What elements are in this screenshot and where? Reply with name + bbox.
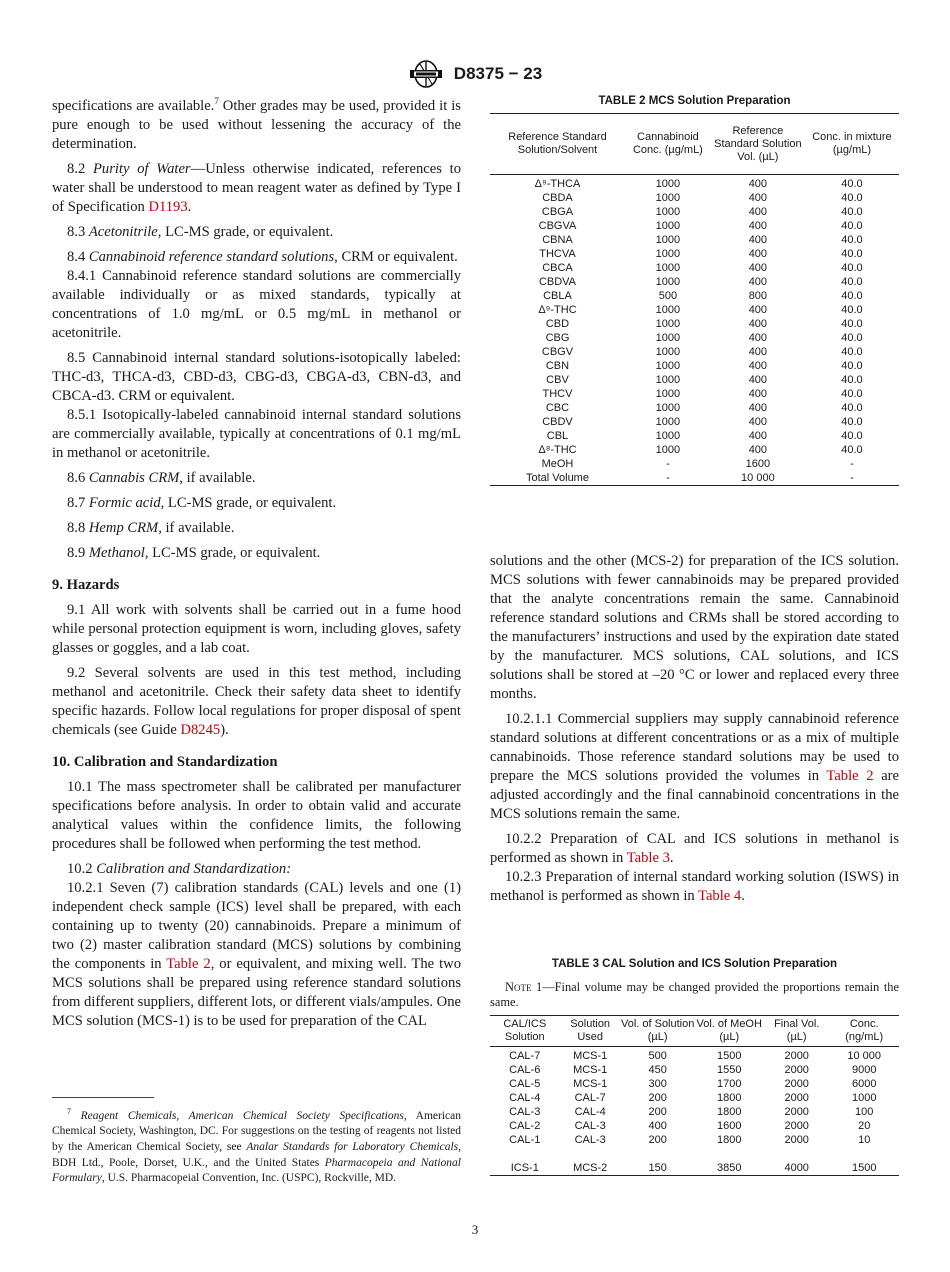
table-row: [490, 261, 899, 275]
table-cell: 40.0: [841, 262, 863, 274]
table-cell: 400: [648, 1120, 667, 1132]
table-2-title: TABLE 2 MCS Solution Preparation: [598, 95, 791, 107]
table-cell: 20: [858, 1120, 871, 1132]
table-cell: -: [850, 458, 854, 470]
table-cell: CAL-4: [574, 1106, 606, 1118]
table-2-header: Reference Standard Solution/Solvent: [490, 114, 625, 175]
table-cell: 40.0: [841, 248, 863, 260]
table-cell: 1550: [716, 1064, 742, 1076]
table-cell: 400: [748, 388, 768, 400]
paragraph-10-2: 10.2 Calibration and Standardization:: [67, 860, 292, 877]
table-cell: CBCA: [542, 262, 573, 274]
table-row: [490, 247, 899, 261]
table-cell: 40.0: [841, 304, 863, 316]
table-cell: 400: [748, 248, 768, 260]
table-cell: 40.0: [841, 234, 863, 246]
table-cell: 40.0: [841, 346, 863, 358]
link-table-3[interactable]: Table 3: [626, 850, 670, 866]
paragraph-8-5-1: 8.5.1 Isotopically-labeled cannabinoid internal standard solutions are commercially available, typically at concentrations of 0.1 mg/mL in methanol or acetonitrile.: [52, 406, 461, 461]
paragraph-9-2: 9.2 Several solvents are used in this test method, including methanol and acetonitrile. Check their safety data sheet to identify specific hazards. Follow local regulations for proper disposal of spent chemicals (see Guide D8245).: [52, 664, 461, 738]
table-cell: 40.0: [841, 430, 863, 442]
table-row: [490, 233, 899, 247]
page-number: 3: [471, 1222, 479, 1237]
table-cell: 40.0: [841, 276, 863, 288]
table-cell: 1800: [716, 1092, 742, 1104]
table-cell: 2000: [784, 1078, 809, 1090]
table-row: [490, 191, 899, 205]
link-table-2[interactable]: Table 2: [166, 955, 211, 972]
table-2-header: Cannabinoid Conc. (µg/mL): [625, 114, 711, 175]
table-row: [490, 205, 899, 219]
table-2-header: Reference Standard Solution Vol. (µL): [711, 114, 805, 175]
table-3-header: Solution Used: [560, 1016, 621, 1047]
table-cell: MCS-1: [573, 1064, 608, 1076]
table-cell: 1000: [655, 360, 681, 372]
table-cell: CBLA: [543, 290, 572, 302]
link-d1193[interactable]: D1193: [148, 198, 188, 215]
table-row: [490, 429, 899, 443]
table-row: [490, 175, 899, 192]
table-cell: CBNA: [542, 234, 573, 246]
table-cell: 4000: [784, 1162, 809, 1174]
footnote-rule: [52, 1097, 154, 1098]
table-cell: 1000: [655, 388, 681, 400]
table-cell: CBDV: [542, 416, 573, 428]
table-cell: 200: [648, 1092, 667, 1104]
table-cell: 6000: [851, 1078, 877, 1090]
paragraph-10-2-1: 10.2.1 Seven (7) calibration standards (CAL) levels and one (1) independent check sample (ICS) level shall be prepared, with each containing up to twenty (20) cannabinoids. Prepare a minimum of two (2) master calibration standard (MCS) solutions by combining the components in Table 2, or equivalent, and mixing well. The two MCS solutions shall be prepared using reference standard solutions from different suppliers, different lots, or different vials/ampules. One MCS solution (MCS-1) is to be used for preparation of the CAL: [52, 879, 461, 1029]
table-cell: 2000: [784, 1092, 809, 1104]
table-cell: 40.0: [841, 318, 863, 330]
paragraph-8-8: 8.8 Hemp CRM, if available.: [67, 519, 235, 536]
paragraph-8-4-1: 8.4.1 Cannabinoid reference standard solutions are commercially available individually or as mixed standards, typically at concentrations of 1.0 mg/mL or 0.5 mg/mL in methanol or acetonitrile.: [52, 267, 461, 341]
table-cell: 1800: [716, 1106, 742, 1118]
table-cell: 40.0: [841, 192, 863, 204]
table-cell: 400: [748, 332, 768, 344]
table-cell: 400: [748, 192, 768, 204]
table-cell: 400: [748, 206, 768, 218]
table-row: [490, 345, 899, 359]
table-cell: 400: [748, 430, 768, 442]
table-cell: CAL-4: [509, 1092, 541, 1104]
table-cell: 40.0: [841, 444, 863, 456]
table-cell: 400: [748, 416, 768, 428]
paragraph-10-2-2: 10.2.2 Preparation of CAL and ICS solutions in methanol is performed as shown in Table 3.: [490, 831, 899, 866]
table-3-header: Final Vol. (µL): [764, 1016, 829, 1047]
table-cell: 400: [748, 360, 768, 372]
table-cell: 10 000: [741, 472, 775, 484]
table-cell: 800: [748, 290, 768, 302]
table-cell: 40.0: [841, 402, 863, 414]
table-cell: 1500: [851, 1162, 877, 1174]
paragraph-9-1: 9.1 All work with solvents shall be carried out in a fume hood while personal protection equipment is worn, including gloves, safety glasses or goggles, and a lab coat.: [52, 601, 461, 656]
table-cell: CBD: [545, 318, 570, 330]
table-cell: CBGVA: [538, 220, 577, 232]
paragraph-8-5: 8.5 Cannabinoid internal standard solutions-isotopically labeled: THC-d3, THCA-d3, CBD-d3, CBG-d3, CBGA-d3, CBN-d3, and CBCA-d3. CRM or equivalent.: [52, 349, 461, 404]
section-heading-calibration: 10. Calibration and Standardization: [52, 753, 278, 770]
table-row: [490, 1091, 899, 1105]
paragraph-8-2: 8.2 Purity of Water—Unless otherwise indicated, references to water shall be understood to mean reagent water as defined by Type I of Specification D1193.: [52, 160, 462, 215]
table-cell: Δ⁹-THC: [538, 304, 577, 316]
table-cell: 400: [748, 262, 768, 274]
table-cell: CBC: [545, 402, 570, 414]
table-row: [490, 387, 899, 401]
table-cell: THCVA: [539, 248, 576, 260]
table-cell: 1000: [655, 220, 681, 232]
table-3-header: Conc. (ng/mL): [829, 1016, 899, 1047]
table-cell: 400: [748, 402, 768, 414]
table-cell: 1000: [655, 178, 681, 190]
paragraph-8-4: 8.4 Cannabinoid reference standard solutions, CRM or equivalent.: [67, 248, 458, 265]
table-cell: 400: [748, 220, 768, 232]
table-cell: 40.0: [841, 374, 863, 386]
table-row: [490, 1105, 899, 1119]
table-cell: 9000: [851, 1064, 877, 1076]
table-cell: 1700: [716, 1078, 742, 1090]
table-cell: 400: [748, 444, 768, 456]
table-cell: 40.0: [841, 332, 863, 344]
page-header: [0, 60, 950, 88]
table-cell: -: [666, 472, 670, 484]
table-cell: 10 000: [847, 1050, 882, 1062]
paragraph-8-1-cont: specifications are available.$^7$ Other grades may be used, provided it is pure enough to be used without lessening the accuracy of the determination.: [52, 96, 461, 152]
table-cell: THCV: [542, 388, 573, 400]
table-cell: CAL-3: [574, 1120, 606, 1132]
table-row: [490, 1063, 899, 1077]
table-cell: 40.0: [841, 220, 863, 232]
paragraph-10-1: 10.1 The mass spectrometer shall be calibrated per manufacturer specifications before analysis. In order to obtain valid and accurate analytical values within the confidence limits, the following procedures shall be followed when performing the test method.: [52, 778, 461, 852]
paragraph-10-2-1-cont: solutions and the other (MCS-2) for preparation of the ICS solution. MCS solutions with fewer cannabinoids may be prepared provided that the analyte concentrations remain the same. Cannabinoid reference standard solutions and CRMs shall be stored according to the manufacturers’ instructions and used by the expiration date stated by the manufacturer. MCS solutions, CAL solutions, and ICS solutions shall be stored at –20 °C or lower and replaced every three months.: [490, 553, 899, 702]
link-table-2-b[interactable]: Table 2: [826, 768, 874, 784]
footnote-7: $^7$ Reagent Chemicals, American Chemical Society Specifications, American Chemical Society, Washington, DC. For suggestions on the testing of reagents not listed by the American Chemical Society, see Analar Standards for Laboratory Chemicals, BDH Ltd., Poole, Dorset, U.K., and the United States Pharmacopeia and National Formulary, U.S. Pharmacopeial Convention, Inc. (USPC), Rockville, MD.: [52, 1107, 461, 1185]
table-cell: -: [850, 472, 854, 484]
table-cell: 400: [748, 346, 768, 358]
table-cell: 40.0: [841, 388, 863, 400]
table-3-grid: [490, 1015, 899, 1176]
table-cell: MeOH: [541, 458, 574, 470]
table-cell: CBG: [545, 332, 570, 344]
table-row: [490, 373, 899, 387]
table-cell: CAL-3: [574, 1134, 606, 1146]
table-row: [490, 317, 899, 331]
table-row: [490, 1077, 899, 1091]
table-cell: 500: [658, 290, 678, 302]
table-cell: 1000: [655, 276, 681, 288]
table-cell: CAL-6: [509, 1064, 541, 1076]
table-row: [490, 1047, 899, 1064]
table-row-ics: [490, 1161, 899, 1176]
paragraph-8-9: 8.9 Methanol, LC-MS grade, or equivalent.: [67, 544, 321, 561]
spacer-row: [490, 1147, 899, 1161]
table-cell: 2000: [784, 1106, 809, 1118]
table-cell: 1000: [655, 374, 681, 386]
table-cell: 1000: [655, 402, 681, 414]
table-cell: Δ⁸-THC: [538, 444, 577, 456]
table-3-note: Note 1—Final volume may be changed provided the proportions remain the same.: [490, 980, 899, 1009]
table-cell: 500: [648, 1050, 667, 1062]
table-row: [490, 359, 899, 373]
table-cell: 1000: [655, 346, 681, 358]
paragraph-10-2-3: 10.2.3 Preparation of internal standard working solution (ISWS) in methanol is performed as shown in Table 4.: [490, 869, 899, 904]
table-cell: 1600: [745, 458, 771, 470]
table-2-grid: [490, 113, 899, 486]
table-3-title: TABLE 3 CAL Solution and ICS Solution Preparation: [551, 958, 838, 970]
table-row: [490, 1119, 899, 1133]
paragraph-8-7: 8.7 Formic acid, LC-MS grade, or equivalent.: [67, 494, 337, 511]
table-cell: CAL-1: [509, 1134, 541, 1146]
table-cell: 400: [748, 178, 768, 190]
table-cell: 10: [858, 1134, 871, 1146]
table-cell: 1000: [655, 332, 681, 344]
table-cell: CAL-2: [509, 1120, 541, 1132]
table-row: [490, 275, 899, 289]
table-row: [490, 303, 899, 317]
table-cell: CAL-3: [509, 1106, 541, 1118]
table-cell: 100: [855, 1106, 874, 1118]
table-cell: 1000: [851, 1092, 877, 1104]
table-cell: Total Volume: [525, 472, 589, 484]
table-cell: 400: [748, 318, 768, 330]
table-cell: 1000: [655, 262, 681, 274]
table-3-header: CAL/ICS Solution: [490, 1016, 560, 1047]
table-cell: CBGV: [541, 346, 574, 358]
left-column: [52, 92, 461, 1037]
table-cell: CBDA: [542, 192, 573, 204]
paragraph-8-3: 8.3 Acetonitrile, LC-MS grade, or equivalent.: [67, 223, 334, 240]
table-3: [490, 958, 899, 1176]
table-2: [490, 95, 899, 486]
table-cell: 1000: [655, 248, 681, 260]
paragraph-10-2-1-1: 10.2.1.1 Commercial suppliers may supply cannabinoid reference standard solutions at different concentrations or as a mix of multiple cannabinoids. Those reference standard solutions may be used to prepare the MCS solutions provided the volumes in Table 2 are adjusted accordingly and the final cannabinoid concentrations in the MCS solutions remain the same.: [490, 711, 900, 822]
table-cell: 2000: [784, 1134, 809, 1146]
table-cell: CBL: [546, 430, 569, 442]
table-row: [490, 457, 899, 471]
table-row: [490, 219, 899, 233]
table-cell: 200: [648, 1134, 667, 1146]
table-2-header: Conc. in mixture (µg/mL): [805, 114, 899, 175]
table-cell: 2000: [784, 1064, 809, 1076]
right-column: [490, 552, 899, 912]
table-cell: MCS-1: [573, 1050, 608, 1062]
table-cell: 1500: [716, 1050, 742, 1062]
table-cell: 200: [648, 1106, 667, 1118]
table-cell: 40.0: [841, 416, 863, 428]
table-cell: MCS-1: [573, 1078, 608, 1090]
table-cell: CBN: [545, 360, 570, 372]
table-cell: 400: [748, 234, 768, 246]
table-row: [490, 415, 899, 429]
table-cell: 450: [648, 1064, 667, 1076]
table-cell: 2000: [784, 1120, 809, 1132]
table-cell: 400: [748, 304, 768, 316]
table-cell: -: [666, 458, 670, 470]
table-row: [490, 401, 899, 415]
table-cell: 2000: [784, 1050, 809, 1062]
table-cell: 1000: [655, 192, 681, 204]
table-3-header: Vol. of Solution (µL): [621, 1016, 695, 1047]
table-cell: CAL-5: [509, 1078, 541, 1090]
table-cell: 40.0: [841, 290, 863, 302]
table-cell: 300: [648, 1078, 667, 1090]
table-cell: 1000: [655, 234, 681, 246]
link-d8245[interactable]: D8245: [180, 721, 221, 738]
table-cell: 40.0: [841, 360, 863, 372]
table-cell: 1000: [655, 444, 681, 456]
document-id: D8375 − 23: [453, 64, 543, 83]
table-cell: 400: [748, 276, 768, 288]
table-cell: ICS-1: [510, 1162, 539, 1174]
astm-logo-icon: [408, 60, 444, 88]
table-row: [490, 471, 899, 486]
table-cell: CBDVA: [538, 276, 577, 288]
table-cell: 1800: [716, 1134, 742, 1146]
table-cell: 1000: [655, 318, 681, 330]
table-cell: CBV: [546, 374, 569, 386]
table-cell: 3850: [716, 1162, 742, 1174]
table-row: [490, 331, 899, 345]
table-cell: 1600: [716, 1120, 742, 1132]
table-3-header: Vol. of MeOH (µL): [694, 1016, 764, 1047]
table-row: [490, 289, 899, 303]
link-table-4[interactable]: Table 4: [698, 888, 742, 904]
table-cell: 1000: [655, 430, 681, 442]
table-cell: MCS-2: [573, 1162, 608, 1174]
table-cell: CBGA: [541, 206, 574, 218]
table-cell: CAL-7: [574, 1092, 606, 1104]
table-cell: 1000: [655, 304, 681, 316]
table-cell: 1000: [655, 416, 681, 428]
table-row: [490, 1133, 899, 1147]
table-cell: 150: [648, 1162, 667, 1174]
table-cell: 40.0: [841, 206, 863, 218]
section-heading-hazards: 9. Hazards: [52, 576, 120, 593]
table-cell: 1000: [655, 206, 681, 218]
table-cell: 40.0: [841, 178, 863, 190]
spacer-cell: [490, 1147, 899, 1161]
table-cell: 400: [748, 374, 768, 386]
paragraph-8-6: 8.6 Cannabis CRM, if available.: [67, 469, 256, 486]
table-cell: Δ⁹-THCA: [534, 178, 581, 190]
table-row: [490, 443, 899, 457]
table-cell: CAL-7: [509, 1050, 541, 1062]
